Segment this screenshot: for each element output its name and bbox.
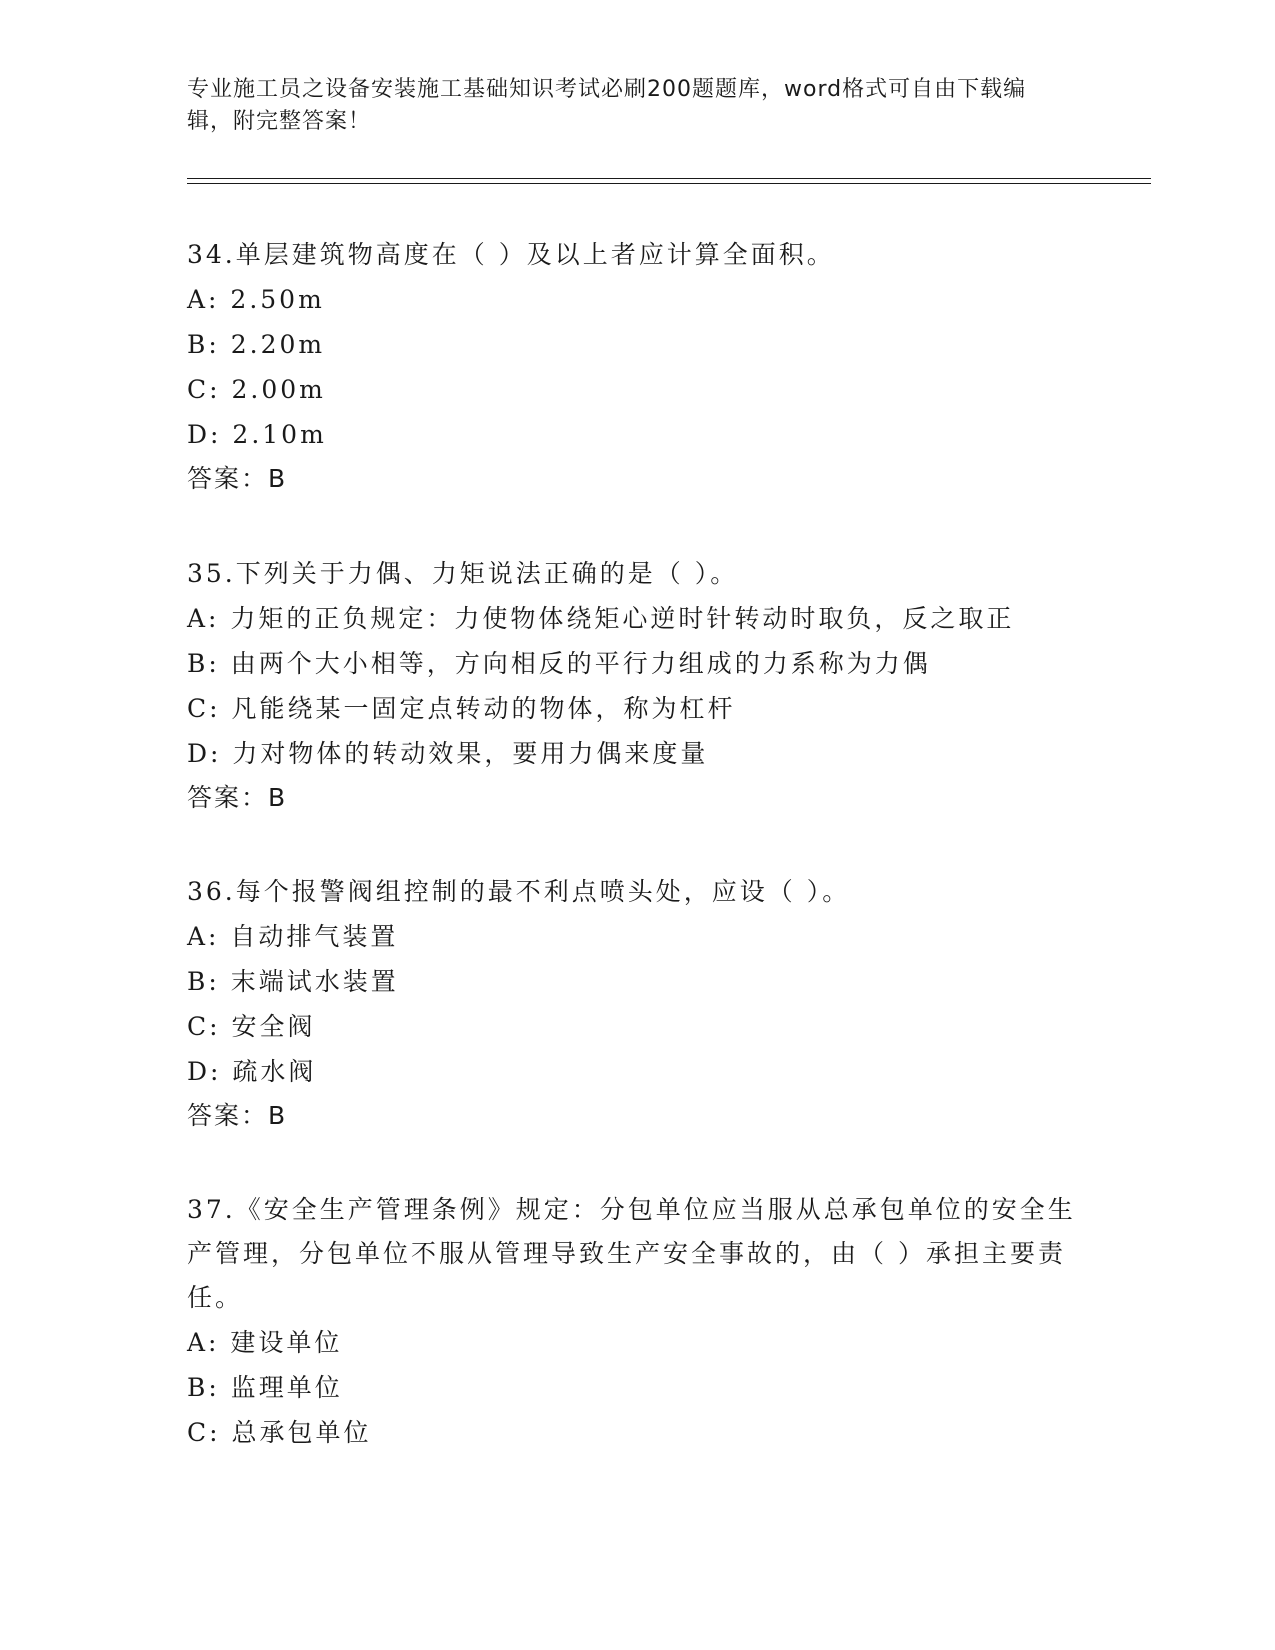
- question-36: [187, 870, 1087, 1138]
- option-d: D: 疏水阀: [187, 1057, 317, 1086]
- answer: 答案：B: [187, 783, 288, 812]
- document-header: 专业施工员之设备安装施工基础知识考试必刷200题题库，word格式可自由下载编辑，附完整答案！: [187, 77, 1027, 134]
- option-a: A: 自动排气装置: [187, 922, 399, 951]
- question-stem: 36.每个报警阀组控制的最不利点喷头处，应设（ ）。: [187, 877, 851, 906]
- question-stem: 34.单层建筑物高度在（ ）及以上者应计算全面积。: [187, 240, 835, 269]
- option-c: C: 2.00m: [187, 375, 326, 404]
- answer: 答案：B: [187, 464, 288, 493]
- option-d: D: 2.10m: [187, 420, 327, 449]
- answer: 答案：B: [187, 1101, 288, 1130]
- option-b: B: 2.20m: [187, 330, 326, 359]
- option-c: C: 凡能绕某一固定点转动的物体，称为杠杆: [187, 694, 736, 723]
- option-b: B: 由两个大小相等，方向相反的平行力组成的力系称为力偶: [187, 649, 931, 678]
- question-stem: 37.《安全生产管理条例》规定：分包单位应当服从总承包单位的安全生产管理，分包单位不服从管理导致生产安全事故的，由（ ）承担主要责任。: [187, 1195, 1076, 1312]
- question-37: [187, 1188, 1087, 1455]
- header-divider-top: [187, 178, 1151, 179]
- option-b: B: 末端试水装置: [187, 967, 399, 996]
- option-a: A: 建设单位: [187, 1328, 343, 1357]
- option-c: C: 安全阀: [187, 1012, 316, 1041]
- option-a: A: 2.50m: [187, 285, 325, 314]
- option-d: D: 力对物体的转动效果，要用力偶来度量: [187, 739, 709, 768]
- option-a: A: 力矩的正负规定：力使物体绕矩心逆时针转动时取负，反之取正: [187, 604, 1015, 633]
- question-stem: 35.下列关于力偶、力矩说法正确的是（ ）。: [187, 559, 739, 588]
- option-b: B: 监理单位: [187, 1373, 343, 1402]
- question-35: [187, 552, 1087, 820]
- header-divider-bottom: [187, 183, 1151, 184]
- option-c: C: 总承包单位: [187, 1418, 372, 1447]
- question-34: [187, 233, 1087, 501]
